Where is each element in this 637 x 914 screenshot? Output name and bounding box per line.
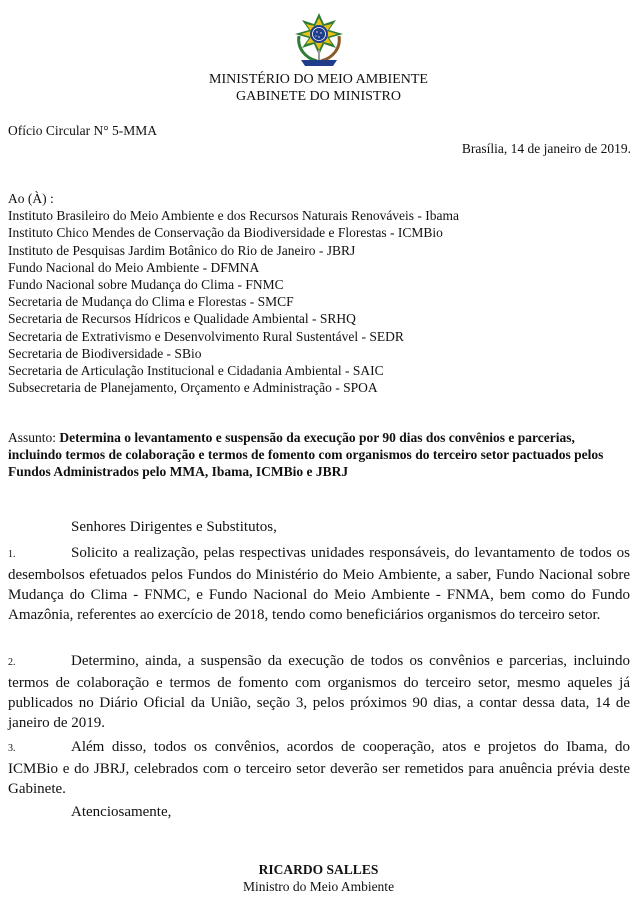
recipient-item: Fundo Nacional sobre Mudança do Clima - FNMC: [8, 277, 284, 293]
paragraph-number: 1.: [8, 549, 16, 560]
paragraph-3: 3. Além disso, todos os convênios, acordos de cooperação, atos e projetos do Ibama, do ICMBio e do JBRJ, celebrados com o terceiro setor deverão ser remetidos para anuência prévia deste Gabinete.: [8, 739, 630, 797]
recipients-label: Ao (À) :: [8, 191, 54, 206]
recipient-item: Fundo Nacional do Meio Ambiente - DFMNA: [8, 259, 260, 275]
coat-of-arms-icon: [293, 12, 345, 68]
paragraph-2: 2. Determino, ainda, a suspensão da execução de todos os convênios e parcerias, incluindo termos de colaboração e termos de fomento com organismos do terceiro setor, mesmo aqueles já publicados no Diário Oficial da União, seção 3, pelos próximos 90 dias, a contar dessa data, 14 de janeiro de 2019.: [8, 653, 630, 731]
recipient-item: Secretaria de Articulação Institucional e Cidadania Ambiental - SAIC: [8, 363, 384, 379]
document-reference: Ofício Circular N° 5-MMA: [8, 123, 157, 138]
greeting: Senhores Dirigentes e Substitutos,: [71, 519, 277, 535]
paragraph-1: 1. Solicito a realização, pelas respectivas unidades responsáveis, do levantamento de todos os desembolsos efetuados pelos Fundos do Ministério do Meio Ambiente, a saber, Fundo Nacional sobre Mudança do Clima - FNMC, e Fundo Nacional do Meio Ambiente - FNMA, bem como do Fundo Amazônia, referentes ao exercício de 2018, tendo como beneficiários organismos do terceiro setor.: [8, 545, 630, 623]
office-title: GABINETE DO MINISTRO: [236, 89, 401, 104]
recipient-item: Secretaria de Mudança do Clima e Florestas - SMCF: [8, 294, 294, 310]
signatory-name: RICARDO SALLES: [258, 862, 379, 877]
recipient-item: Secretaria de Biodiversidade - SBio: [8, 345, 202, 361]
recipient-item: Secretaria de Extrativismo e Desenvolvimento Rural Sustentável - SEDR: [8, 328, 404, 344]
recipient-item: Instituto de Pesquisas Jardim Botânico do Rio de Janeiro - JBRJ: [8, 242, 356, 258]
recipient-item: Instituto Brasileiro do Meio Ambiente e dos Recursos Naturais Renováveis - Ibama: [8, 208, 460, 224]
paragraph-number: 2.: [8, 657, 16, 668]
ministry-title: MINISTÉRIO DO MEIO AMBIENTE: [209, 72, 428, 87]
recipient-item: Subsecretaria de Planejamento, Orçamento e Administração - SPOA: [8, 380, 378, 396]
closing: Atenciosamente,: [71, 804, 172, 820]
recipient-item: Instituto Chico Mendes de Conservação da Biodiversidade e Florestas - ICMBio: [8, 225, 443, 241]
signatory-title: Ministro do Meio Ambiente: [242, 879, 395, 894]
paragraph-number: 3.: [8, 743, 16, 754]
subject-label: Assunto:: [8, 430, 60, 445]
place-date: Brasília, 14 de janeiro de 2019.: [461, 141, 631, 156]
recipients-list: [8, 190, 459, 396]
subject-block: [8, 429, 628, 480]
subject-text: Determina o levantamento e suspensão da execução por 90 dias dos convênios e parcerias, incluindo termos de colaboração e termos de fomento com organismos do terceiro setor pactuados pelos Fundos Administrados pelo MMA, Ibama, ICMBio e JBRJ: [8, 430, 604, 479]
recipient-item: Secretaria de Recursos Hídricos e Qualidade Ambiental - SRHQ: [8, 311, 356, 327]
